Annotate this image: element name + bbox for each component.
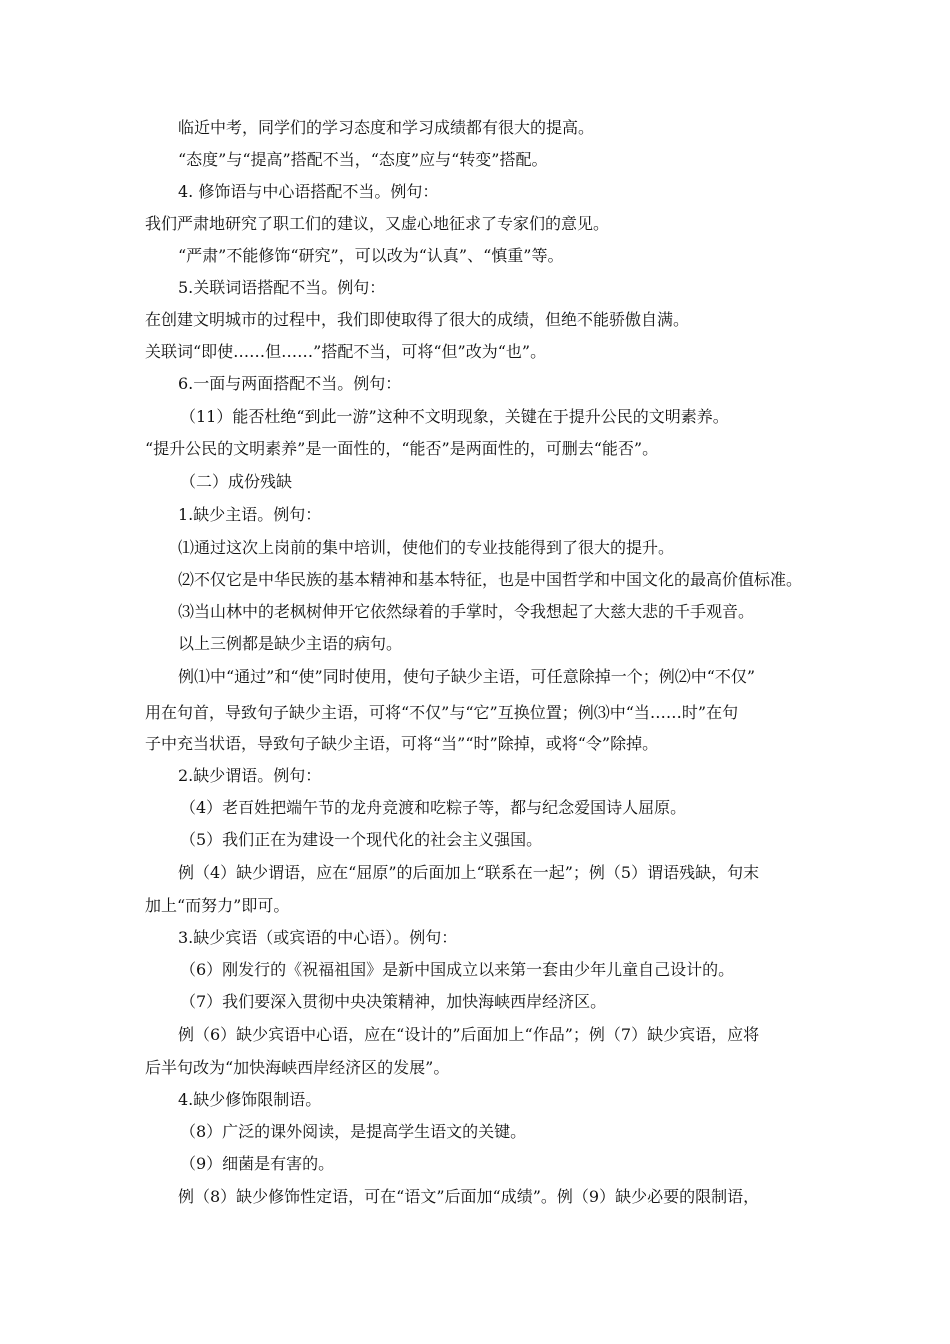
example-line: （5）我们正在为建设一个现代化的社会主义强国。: [180, 830, 543, 849]
text-line: 加上“而努力”即可。: [145, 896, 290, 915]
example-line: （6）刚发行的《祝福祖国》是新中国成立以来第一套由少年儿童自己设计的。: [180, 960, 735, 979]
text-line: 子中充当状语，导致句子缺少主语，可将“当”“时”除掉，或将“令”除掉。: [145, 734, 659, 753]
section-heading: 4. 修饰语与中心语搭配不当。例句：: [178, 182, 439, 201]
text-line: 例⑴中“通过”和“使”同时使用，使句子缺少主语，可任意除掉一个；例⑵中“不仅”: [178, 667, 756, 686]
text-line: “提升公民的文明素养”是一面性的，“能否”是两面性的，可删去“能否”。: [145, 439, 659, 458]
text-line: 关联词“即使……但……”搭配不当，可将“但”改为“也”。: [145, 342, 547, 361]
section-heading: 2.缺少谓语。例句：: [178, 766, 322, 785]
example-line: （4）老百姓把端午节的龙舟竞渡和吃粽子等，都与纪念爱国诗人屈原。: [180, 798, 687, 817]
example-line: ⑶当山林中的老枫树伸开它依然绿着的手掌时，令我想起了大慈大悲的千手观音。: [178, 602, 755, 621]
section-heading: （二）成份残缺: [180, 472, 293, 491]
example-line: （7）我们要深入贯彻中央决策精神，加快海峡西岸经济区。: [180, 992, 607, 1011]
example-line: （11）能否杜绝“到此一游”这种不文明现象，关键在于提升公民的文明素养。: [180, 407, 729, 426]
text-line: 以上三例都是缺少主语的病句。: [178, 634, 403, 653]
section-heading: 6.一面与两面搭配不当。例句：: [178, 374, 402, 393]
text-line: 后半句改为“加快海峡西岸经济区的发展”。: [145, 1058, 450, 1077]
text-line: 例（6）缺少宾语中心语，应在“设计的”后面加上“作品”；例（7）缺少宾语，应将: [178, 1025, 760, 1044]
text-line: 我们严肃地研究了职工们的建议，又虚心地征求了专家们的意见。: [145, 214, 610, 233]
example-line: ⑴通过这次上岗前的集中培训，使他们的专业技能得到了很大的提升。: [178, 538, 675, 557]
text-line: 临近中考，同学们的学习态度和学习成绩都有很大的提高。: [178, 118, 595, 137]
text-line: 例（8）缺少修饰性定语，可在“语文”后面加“成绩”。例（9）缺少必要的限制语，: [178, 1187, 760, 1206]
text-line: 在创建文明城市的过程中，我们即使取得了很大的成绩，但绝不能骄傲自满。: [145, 310, 690, 329]
text-line: “严肃”不能修饰“研究”，可以改为“认真”、“慎重”等。: [178, 246, 564, 265]
example-line: （8）广泛的课外阅读，是提高学生语文的关键。: [180, 1122, 527, 1141]
example-line: ⑵不仅它是中华民族的基本精神和基本特征，也是中国哲学和中国文化的最高价值标准。: [178, 570, 803, 589]
text-line: “态度”与“提高”搭配不当，“态度”应与“转变”搭配。: [178, 150, 548, 169]
text-line: 例（4）缺少谓语，应在“屈原”的后面加上“联系在一起”；例（5）谓语残缺，句末: [178, 863, 760, 882]
section-heading: 3.缺少宾语（或宾语的中心语）。例句：: [178, 928, 458, 947]
example-line: （9）细菌是有害的。: [180, 1154, 335, 1173]
section-heading: 5.关联词语搭配不当。例句：: [178, 278, 386, 297]
section-heading: 4.缺少修饰限制语。: [178, 1090, 322, 1109]
text-line: 用在句首，导致句子缺少主语，可将“不仅”与“它”互换位置；例⑶中“当……时”在句: [145, 703, 739, 722]
section-heading: 1.缺少主语。例句：: [178, 505, 322, 524]
